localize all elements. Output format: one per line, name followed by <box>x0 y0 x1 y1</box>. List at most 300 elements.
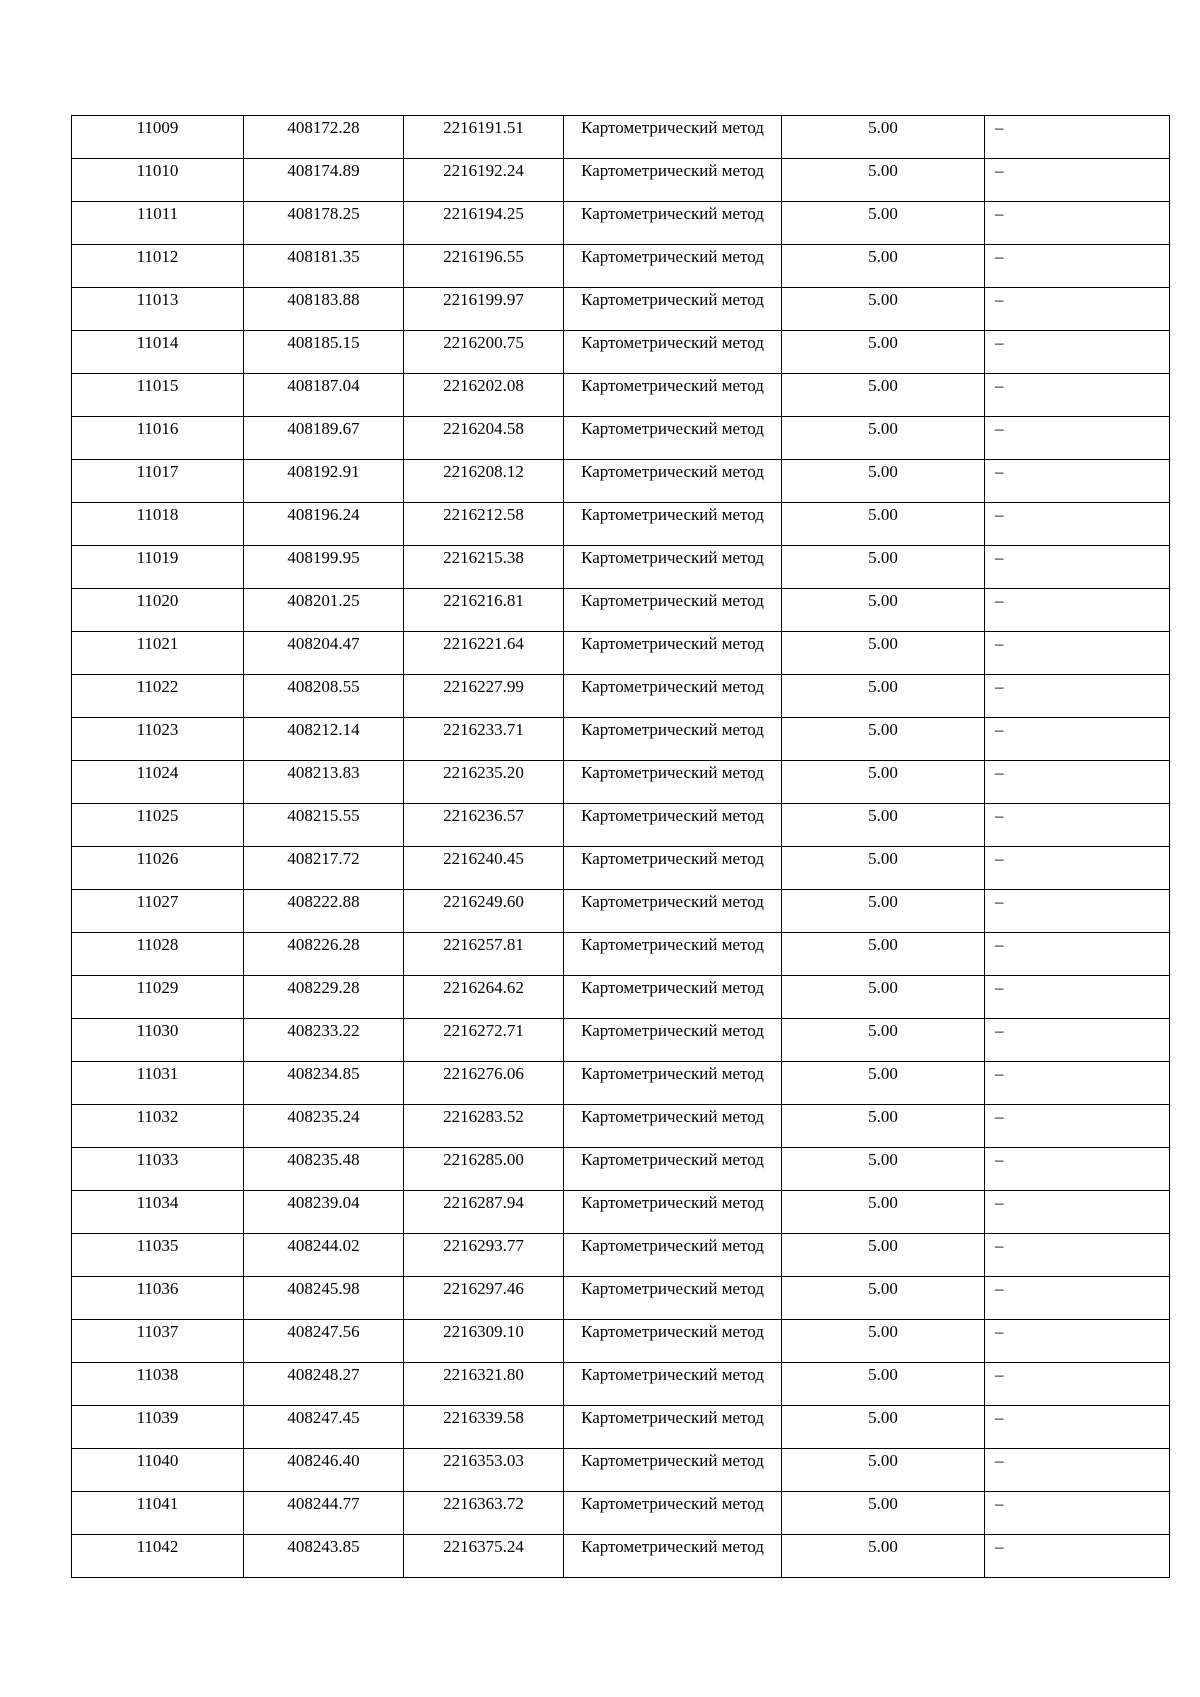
x-coordinate-cell <box>244 1105 404 1148</box>
table-row <box>72 1234 1170 1277</box>
point-number-cell <box>72 1277 244 1320</box>
point-number-cell <box>72 374 244 417</box>
x-coordinate-cell-text: 408201.25 <box>287 591 360 610</box>
precision-cell <box>782 546 985 589</box>
determination-method-cell-text: Картометрический метод <box>581 290 764 309</box>
point-number-cell <box>72 1535 244 1578</box>
determination-method-cell <box>564 804 782 847</box>
table-row <box>72 1277 1170 1320</box>
x-coordinate-cell-text: 408178.25 <box>287 204 360 223</box>
precision-cell-text: 5.00 <box>868 1236 898 1255</box>
precision-cell-text: 5.00 <box>868 548 898 567</box>
x-coordinate-cell <box>244 1019 404 1062</box>
point-number-cell-text: 11035 <box>136 1236 179 1255</box>
description-cell <box>985 1449 1170 1492</box>
point-number-cell <box>72 159 244 202</box>
description-cell <box>985 933 1170 976</box>
precision-cell-text: 5.00 <box>868 1365 898 1384</box>
precision-cell <box>782 1019 985 1062</box>
determination-method-cell <box>564 503 782 546</box>
y-coordinate-cell-text: 2216204.58 <box>443 419 524 438</box>
description-cell-text: – <box>995 1193 1004 1212</box>
x-coordinate-cell <box>244 761 404 804</box>
determination-method-cell-text: Картометрический метод <box>581 548 764 567</box>
table-row <box>72 1406 1170 1449</box>
x-coordinate-cell-text: 408239.04 <box>287 1193 360 1212</box>
y-coordinate-cell-text: 2216235.20 <box>443 763 524 782</box>
x-coordinate-cell <box>244 1062 404 1105</box>
determination-method-cell <box>564 331 782 374</box>
point-number-cell-text: 11033 <box>136 1150 179 1169</box>
point-number-cell <box>72 1105 244 1148</box>
point-number-cell <box>72 1062 244 1105</box>
x-coordinate-cell-text: 408217.72 <box>287 849 360 868</box>
precision-cell-text: 5.00 <box>868 376 898 395</box>
description-cell <box>985 1277 1170 1320</box>
description-cell <box>985 116 1170 159</box>
precision-cell <box>782 460 985 503</box>
y-coordinate-cell-text: 2216236.57 <box>443 806 524 825</box>
precision-cell-text: 5.00 <box>868 419 898 438</box>
table-row <box>72 331 1170 374</box>
point-number-cell <box>72 718 244 761</box>
table-row <box>72 804 1170 847</box>
point-number-cell <box>72 1191 244 1234</box>
y-coordinate-cell-text: 2216264.62 <box>443 978 524 997</box>
determination-method-cell <box>564 890 782 933</box>
x-coordinate-cell-text: 408243.85 <box>287 1537 360 1556</box>
description-cell-text: – <box>995 634 1004 653</box>
x-coordinate-cell <box>244 976 404 1019</box>
y-coordinate-cell <box>404 1406 564 1449</box>
determination-method-cell <box>564 1105 782 1148</box>
determination-method-cell <box>564 288 782 331</box>
description-cell-text: – <box>995 1150 1004 1169</box>
determination-method-cell-text: Картометрический метод <box>581 591 764 610</box>
y-coordinate-cell <box>404 460 564 503</box>
x-coordinate-cell <box>244 503 404 546</box>
precision-cell-text: 5.00 <box>868 1494 898 1513</box>
precision-cell-text: 5.00 <box>868 849 898 868</box>
precision-cell <box>782 804 985 847</box>
table-row <box>72 1191 1170 1234</box>
table-row <box>72 546 1170 589</box>
point-number-cell-text: 11024 <box>136 763 179 782</box>
y-coordinate-cell-text: 2216199.97 <box>443 290 524 309</box>
determination-method-cell-text: Картометрический метод <box>581 247 764 266</box>
table-row <box>72 116 1170 159</box>
y-coordinate-cell <box>404 245 564 288</box>
table-row <box>72 1105 1170 1148</box>
y-coordinate-cell-text: 2216309.10 <box>443 1322 524 1341</box>
point-number-cell <box>72 1148 244 1191</box>
precision-cell <box>782 1191 985 1234</box>
description-cell-text: – <box>995 1365 1004 1384</box>
x-coordinate-cell <box>244 460 404 503</box>
y-coordinate-cell <box>404 890 564 933</box>
description-cell-text: – <box>995 677 1004 696</box>
precision-cell <box>782 1062 985 1105</box>
x-coordinate-cell <box>244 1320 404 1363</box>
description-cell-text: – <box>995 419 1004 438</box>
determination-method-cell-text: Картометрический метод <box>581 1322 764 1341</box>
table-row <box>72 1363 1170 1406</box>
determination-method-cell-text: Картометрический метод <box>581 1279 764 1298</box>
point-number-cell-text: 11042 <box>136 1537 179 1556</box>
x-coordinate-cell <box>244 374 404 417</box>
x-coordinate-cell-text: 408185.15 <box>287 333 360 352</box>
y-coordinate-cell <box>404 1062 564 1105</box>
x-coordinate-cell-text: 408196.24 <box>287 505 360 524</box>
x-coordinate-cell-text: 408174.89 <box>287 161 360 180</box>
point-number-cell <box>72 417 244 460</box>
y-coordinate-cell <box>404 632 564 675</box>
description-cell-text: – <box>995 548 1004 567</box>
point-number-cell <box>72 804 244 847</box>
description-cell <box>985 503 1170 546</box>
x-coordinate-cell <box>244 546 404 589</box>
table-row <box>72 1062 1170 1105</box>
x-coordinate-cell <box>244 675 404 718</box>
x-coordinate-cell-text: 408234.85 <box>287 1064 360 1083</box>
table-row <box>72 288 1170 331</box>
description-cell-text: – <box>995 118 1004 137</box>
point-number-cell-text: 11009 <box>136 118 179 137</box>
x-coordinate-cell-text: 408192.91 <box>287 462 360 481</box>
determination-method-cell <box>564 1191 782 1234</box>
y-coordinate-cell-text: 2216208.12 <box>443 462 524 481</box>
description-cell <box>985 847 1170 890</box>
determination-method-cell-text: Картометрический метод <box>581 849 764 868</box>
determination-method-cell-text: Картометрический метод <box>581 806 764 825</box>
determination-method-cell <box>564 589 782 632</box>
description-cell <box>985 1148 1170 1191</box>
point-number-cell-text: 11017 <box>136 462 179 481</box>
determination-method-cell-text: Картометрический метод <box>581 677 764 696</box>
precision-cell-text: 5.00 <box>868 290 898 309</box>
determination-method-cell-text: Картометрический метод <box>581 1064 764 1083</box>
point-number-cell <box>72 632 244 675</box>
precision-cell <box>782 933 985 976</box>
point-number-cell-text: 11016 <box>136 419 179 438</box>
x-coordinate-cell-text: 408189.67 <box>287 419 360 438</box>
description-cell <box>985 1320 1170 1363</box>
precision-cell-text: 5.00 <box>868 720 898 739</box>
y-coordinate-cell-text: 2216363.72 <box>443 1494 524 1513</box>
point-number-cell <box>72 1492 244 1535</box>
table-row <box>72 417 1170 460</box>
description-cell-text: – <box>995 462 1004 481</box>
precision-cell-text: 5.00 <box>868 333 898 352</box>
table-row <box>72 503 1170 546</box>
x-coordinate-cell <box>244 288 404 331</box>
x-coordinate-cell-text: 408204.47 <box>287 634 360 653</box>
table-row <box>72 1019 1170 1062</box>
point-number-cell-text: 11032 <box>136 1107 179 1126</box>
point-number-cell <box>72 847 244 890</box>
determination-method-cell <box>564 1277 782 1320</box>
x-coordinate-cell-text: 408244.77 <box>287 1494 360 1513</box>
x-coordinate-cell-text: 408235.48 <box>287 1150 360 1169</box>
point-number-cell-text: 11011 <box>136 204 179 223</box>
x-coordinate-cell-text: 408183.88 <box>287 290 360 309</box>
table-row <box>72 245 1170 288</box>
determination-method-cell-text: Картометрический метод <box>581 892 764 911</box>
x-coordinate-cell-text: 408248.27 <box>287 1365 360 1384</box>
description-cell <box>985 159 1170 202</box>
x-coordinate-cell <box>244 718 404 761</box>
x-coordinate-cell <box>244 159 404 202</box>
table-row <box>72 933 1170 976</box>
coordinates-table <box>71 115 1170 1578</box>
y-coordinate-cell-text: 2216215.38 <box>443 548 524 567</box>
determination-method-cell-text: Картометрический метод <box>581 935 764 954</box>
determination-method-cell <box>564 1019 782 1062</box>
point-number-cell-text: 11020 <box>136 591 179 610</box>
determination-method-cell-text: Картометрический метод <box>581 505 764 524</box>
description-cell-text: – <box>995 1451 1004 1470</box>
determination-method-cell-text: Картометрический метод <box>581 1236 764 1255</box>
y-coordinate-cell-text: 2216293.77 <box>443 1236 524 1255</box>
point-number-cell <box>72 761 244 804</box>
x-coordinate-cell-text: 408246.40 <box>287 1451 360 1470</box>
precision-cell-text: 5.00 <box>868 118 898 137</box>
determination-method-cell <box>564 245 782 288</box>
y-coordinate-cell-text: 2216353.03 <box>443 1451 524 1470</box>
precision-cell-text: 5.00 <box>868 1408 898 1427</box>
point-number-cell-text: 11034 <box>136 1193 179 1212</box>
y-coordinate-cell-text: 2216227.99 <box>443 677 524 696</box>
y-coordinate-cell-text: 2216192.24 <box>443 161 524 180</box>
description-cell <box>985 1492 1170 1535</box>
precision-cell-text: 5.00 <box>868 462 898 481</box>
precision-cell <box>782 116 985 159</box>
y-coordinate-cell <box>404 761 564 804</box>
point-number-cell-text: 11010 <box>136 161 179 180</box>
description-cell-text: – <box>995 1537 1004 1556</box>
determination-method-cell-text: Картометрический метод <box>581 1150 764 1169</box>
precision-cell <box>782 589 985 632</box>
description-cell <box>985 1019 1170 1062</box>
point-number-cell-text: 11028 <box>136 935 179 954</box>
description-cell <box>985 1535 1170 1578</box>
x-coordinate-cell <box>244 890 404 933</box>
description-cell-text: – <box>995 1322 1004 1341</box>
determination-method-cell-text: Картометрический метод <box>581 1494 764 1513</box>
determination-method-cell-text: Картометрический метод <box>581 204 764 223</box>
determination-method-cell-text: Картометрический метод <box>581 161 764 180</box>
y-coordinate-cell <box>404 804 564 847</box>
precision-cell <box>782 1492 985 1535</box>
determination-method-cell <box>564 675 782 718</box>
description-cell <box>985 417 1170 460</box>
description-cell <box>985 761 1170 804</box>
precision-cell <box>782 1363 985 1406</box>
determination-method-cell-text: Картометрический метод <box>581 1451 764 1470</box>
determination-method-cell-text: Картометрический метод <box>581 1107 764 1126</box>
y-coordinate-cell-text: 2216194.25 <box>443 204 524 223</box>
x-coordinate-cell <box>244 1148 404 1191</box>
table-row <box>72 1148 1170 1191</box>
point-number-cell <box>72 675 244 718</box>
precision-cell-text: 5.00 <box>868 806 898 825</box>
precision-cell <box>782 718 985 761</box>
description-cell-text: – <box>995 1064 1004 1083</box>
point-number-cell-text: 11022 <box>136 677 179 696</box>
x-coordinate-cell-text: 408244.02 <box>287 1236 360 1255</box>
precision-cell-text: 5.00 <box>868 505 898 524</box>
description-cell <box>985 202 1170 245</box>
precision-cell-text: 5.00 <box>868 1537 898 1556</box>
point-number-cell-text: 11013 <box>136 290 179 309</box>
determination-method-cell-text: Картометрический метод <box>581 462 764 481</box>
determination-method-cell-text: Картометрический метод <box>581 1408 764 1427</box>
coordinates-table-body <box>72 116 1170 1578</box>
determination-method-cell <box>564 1406 782 1449</box>
y-coordinate-cell-text: 2216283.52 <box>443 1107 524 1126</box>
x-coordinate-cell-text: 408245.98 <box>287 1279 360 1298</box>
table-row <box>72 202 1170 245</box>
point-number-cell-text: 11021 <box>136 634 179 653</box>
determination-method-cell <box>564 116 782 159</box>
description-cell-text: – <box>995 849 1004 868</box>
x-coordinate-cell <box>244 1234 404 1277</box>
precision-cell <box>782 1105 985 1148</box>
description-cell-text: – <box>995 505 1004 524</box>
precision-cell <box>782 1277 985 1320</box>
table-row <box>72 460 1170 503</box>
precision-cell-text: 5.00 <box>868 591 898 610</box>
precision-cell <box>782 632 985 675</box>
description-cell-text: – <box>995 1408 1004 1427</box>
x-coordinate-cell-text: 408247.45 <box>287 1408 360 1427</box>
x-coordinate-cell <box>244 804 404 847</box>
description-cell <box>985 245 1170 288</box>
table-row <box>72 159 1170 202</box>
point-number-cell-text: 11029 <box>136 978 179 997</box>
description-cell <box>985 804 1170 847</box>
description-cell-text: – <box>995 161 1004 180</box>
x-coordinate-cell <box>244 1492 404 1535</box>
x-coordinate-cell-text: 408233.22 <box>287 1021 360 1040</box>
y-coordinate-cell <box>404 546 564 589</box>
precision-cell-text: 5.00 <box>868 247 898 266</box>
x-coordinate-cell-text: 408247.56 <box>287 1322 360 1341</box>
precision-cell-text: 5.00 <box>868 1021 898 1040</box>
x-coordinate-cell <box>244 202 404 245</box>
y-coordinate-cell-text: 2216200.75 <box>443 333 524 352</box>
description-cell <box>985 1406 1170 1449</box>
x-coordinate-cell <box>244 589 404 632</box>
point-number-cell <box>72 116 244 159</box>
point-number-cell-text: 11036 <box>136 1279 179 1298</box>
description-cell-text: – <box>995 1107 1004 1126</box>
y-coordinate-cell-text: 2216249.60 <box>443 892 524 911</box>
determination-method-cell <box>564 976 782 1019</box>
table-row <box>72 1535 1170 1578</box>
determination-method-cell <box>564 1363 782 1406</box>
table-row <box>72 589 1170 632</box>
determination-method-cell-text: Картометрический метод <box>581 720 764 739</box>
y-coordinate-cell-text: 2216272.71 <box>443 1021 524 1040</box>
determination-method-cell-text: Картометрический метод <box>581 634 764 653</box>
precision-cell <box>782 976 985 1019</box>
y-coordinate-cell-text: 2216233.71 <box>443 720 524 739</box>
x-coordinate-cell <box>244 1277 404 1320</box>
determination-method-cell <box>564 1062 782 1105</box>
y-coordinate-cell <box>404 1449 564 1492</box>
determination-method-cell <box>564 847 782 890</box>
precision-cell <box>782 288 985 331</box>
y-coordinate-cell <box>404 1019 564 1062</box>
description-cell-text: – <box>995 1236 1004 1255</box>
point-number-cell-text: 11023 <box>136 720 179 739</box>
x-coordinate-cell-text: 408229.28 <box>287 978 360 997</box>
y-coordinate-cell <box>404 503 564 546</box>
table-row <box>72 761 1170 804</box>
point-number-cell <box>72 976 244 1019</box>
precision-cell-text: 5.00 <box>868 935 898 954</box>
determination-method-cell-text: Картометрический метод <box>581 419 764 438</box>
y-coordinate-cell <box>404 976 564 1019</box>
precision-cell <box>782 159 985 202</box>
x-coordinate-cell-text: 408172.28 <box>287 118 360 137</box>
description-cell <box>985 288 1170 331</box>
precision-cell-text: 5.00 <box>868 763 898 782</box>
precision-cell <box>782 331 985 374</box>
precision-cell-text: 5.00 <box>868 677 898 696</box>
y-coordinate-cell-text: 2216240.45 <box>443 849 524 868</box>
precision-cell <box>782 503 985 546</box>
precision-cell-text: 5.00 <box>868 634 898 653</box>
description-cell-text: – <box>995 1494 1004 1513</box>
y-coordinate-cell-text: 2216285.00 <box>443 1150 524 1169</box>
point-number-cell-text: 11030 <box>136 1021 179 1040</box>
x-coordinate-cell-text: 408212.14 <box>287 720 360 739</box>
precision-cell-text: 5.00 <box>868 1150 898 1169</box>
precision-cell <box>782 761 985 804</box>
x-coordinate-cell-text: 408226.28 <box>287 935 360 954</box>
description-cell-text: – <box>995 591 1004 610</box>
x-coordinate-cell-text: 408235.24 <box>287 1107 360 1126</box>
precision-cell-text: 5.00 <box>868 892 898 911</box>
x-coordinate-cell <box>244 847 404 890</box>
precision-cell <box>782 374 985 417</box>
determination-method-cell <box>564 159 782 202</box>
description-cell-text: – <box>995 333 1004 352</box>
point-number-cell <box>72 288 244 331</box>
description-cell <box>985 718 1170 761</box>
point-number-cell <box>72 202 244 245</box>
determination-method-cell <box>564 718 782 761</box>
precision-cell-text: 5.00 <box>868 1451 898 1470</box>
determination-method-cell <box>564 1148 782 1191</box>
determination-method-cell <box>564 933 782 976</box>
point-number-cell-text: 11037 <box>136 1322 179 1341</box>
point-number-cell-text: 11039 <box>136 1408 179 1427</box>
precision-cell <box>782 245 985 288</box>
point-number-cell <box>72 331 244 374</box>
description-cell <box>985 1191 1170 1234</box>
description-cell <box>985 589 1170 632</box>
table-row <box>72 976 1170 1019</box>
determination-method-cell <box>564 1535 782 1578</box>
x-coordinate-cell <box>244 245 404 288</box>
precision-cell <box>782 1406 985 1449</box>
table-row <box>72 675 1170 718</box>
y-coordinate-cell-text: 2216221.64 <box>443 634 524 653</box>
x-coordinate-cell <box>244 1406 404 1449</box>
